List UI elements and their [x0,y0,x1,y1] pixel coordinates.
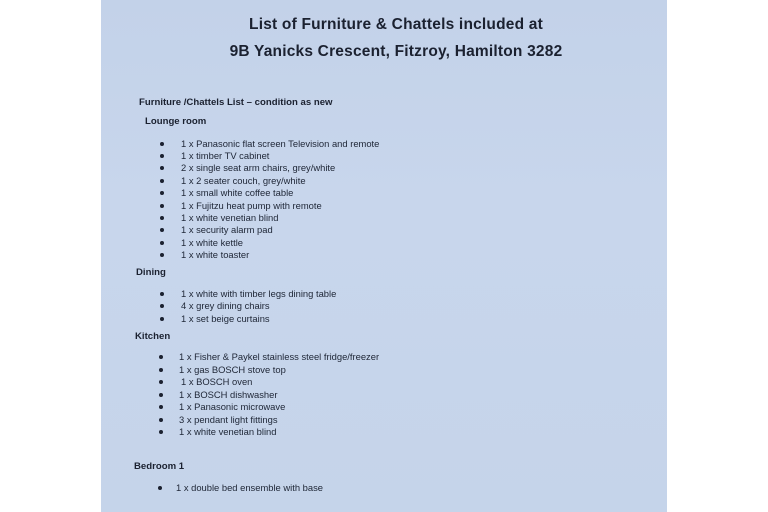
bullet-icon [160,142,164,146]
document-title-line-2: 9B Yanicks Crescent, Fitzroy, Hamilton 3282 [229,43,563,60]
list-item: 1 x Panasonic flat screen Television and remote [181,138,380,149]
list-item: 1 x Fisher & Paykel stainless steel fridge/freezer [179,351,380,362]
list-item: 1 x Panasonic microwave [179,401,286,412]
list-item: 1 x Fujitzu heat pump with remote [181,200,322,211]
document-page [101,0,667,512]
bullet-icon [160,292,164,296]
bullet-icon [159,418,163,422]
list-item: 1 x small white coffee table [181,187,294,198]
section-heading-dining: Dining [136,267,166,278]
bullet-icon [159,405,163,409]
bullet-icon [160,191,164,195]
list-item: 1 x double bed ensemble with base [176,482,323,493]
list-item: 1 x white kettle [181,237,244,248]
bullet-icon [158,486,162,490]
section-heading-lounge-room: Lounge room [145,116,207,127]
bullet-icon [160,154,164,158]
bullet-icon [160,253,164,257]
bullet-icon [160,216,164,220]
list-item: 1 x white venetian blind [179,426,277,437]
list-item: 3 x pendant light fittings [179,414,278,425]
bullet-icon [160,304,164,308]
list-item: 1 x white with timber legs dining table [181,288,337,299]
list-item: 1 x BOSCH oven [181,376,253,387]
list-item: 1 x set beige curtains [181,313,270,324]
bullet-icon [160,228,164,232]
list-item: 1 x gas BOSCH stove top [179,364,286,375]
list-item: 1 x security alarm pad [181,224,273,235]
bullet-icon [160,204,164,208]
bullet-icon [159,430,163,434]
list-item: 4 x grey dining chairs [181,300,270,311]
list-item: 1 x 2 seater couch, grey/white [181,175,306,186]
section-heading-kitchen: Kitchen [135,331,171,342]
bullet-icon [159,368,163,372]
list-item: 1 x BOSCH dishwasher [179,389,278,400]
list-heading: Furniture /Chattels List – condition as new [139,97,333,108]
bullet-icon [160,179,164,183]
bullet-icon [160,166,164,170]
list-item: 2 x single seat arm chairs, grey/white [181,162,336,173]
bullet-icon [160,317,164,321]
bullet-icon [159,380,163,384]
bullet-icon [160,241,164,245]
section-heading-bedroom-1: Bedroom 1 [134,461,185,472]
list-item: 1 x white venetian blind [181,212,279,223]
bullet-icon [159,393,163,397]
list-item: 1 x white toaster [181,249,250,260]
bullet-icon [159,355,163,359]
list-item: 1 x timber TV cabinet [181,150,270,161]
document-title-line-1: List of Furniture & Chattels included at [249,16,543,33]
